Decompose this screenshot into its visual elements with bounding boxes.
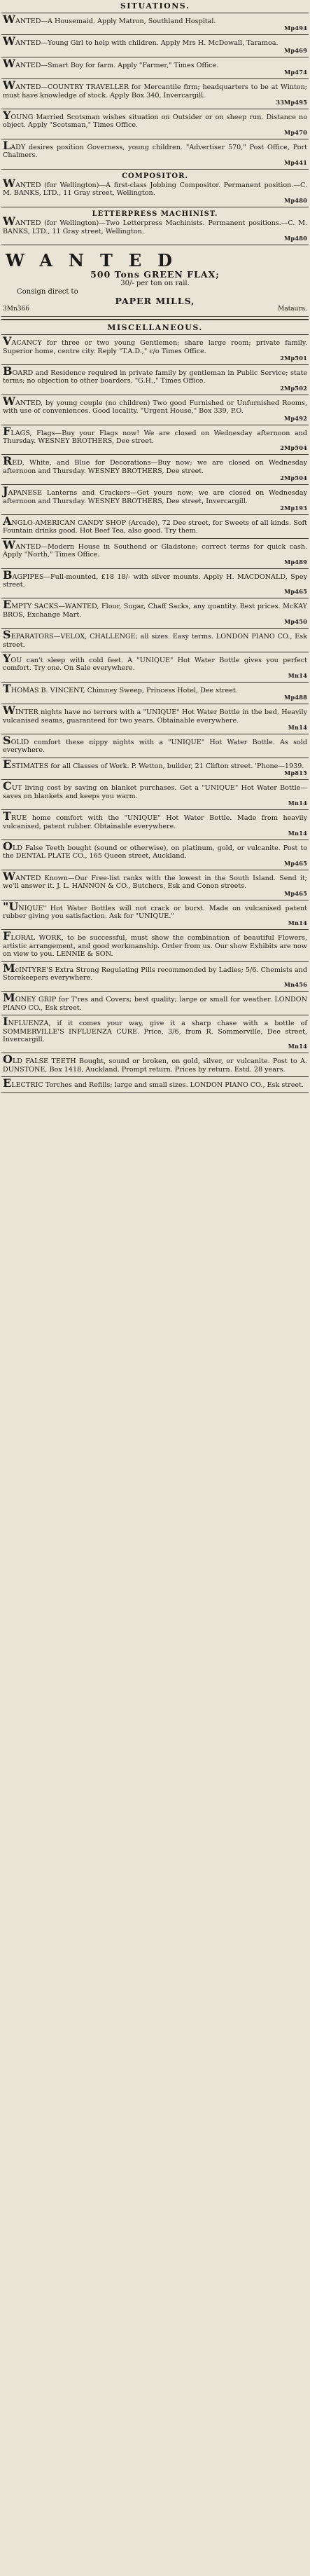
ad-text: WANTED—COUNTRY TRAVELLER for Mercantile firm; headquarters to be at Winton; must have knowledge of stock. Apply Box 340, Invercargill.	[3, 78, 307, 100]
flax-ref-left: 3Mn366	[3, 306, 29, 313]
ad-reference: Mp492	[284, 414, 307, 422]
ad-reference: Mp489	[284, 558, 307, 566]
ad-text: OLD FALSE TEETH Bought, sound or broken, on gold, silver, or vulcanite. Post to A. DUNSTONE, Box 1418, Auckland. Prompt return. Prices by return. Estd. 28 years.	[3, 1053, 307, 1074]
classified-ad	[1, 900, 309, 931]
ad-text: INFLUENZA, if it comes your way, give it a sharp chase with a bottle of SOMMERVILLE'S INFLUENZA CURE. Price, 3/6, from R. Sommerville, Dee street, Invercargill.	[3, 1015, 307, 1043]
ad-text: FLAGS, Flags—Buy your Flags now! We are closed on Wednesday afternoon and Thursday. WESNEY BROTHERS, Dee street.	[3, 424, 307, 445]
ad-text: "UNIQUE" Hot Water Bottles will not crack or burst. Made on vulcanised patent rubber giving you satisfaction. Ask for "UNIQUE."	[3, 899, 307, 920]
miscellaneous-heading: MISCELLANEOUS.	[1, 319, 309, 335]
ad-text: BAGPIPES—Full-mounted, £18 18/- with silver mounts. Apply H. MACDONALD, Spey street.	[3, 568, 307, 589]
ad-text: WANTED—Smart Boy for farm. Apply "Farmer," Times Office.	[3, 56, 219, 70]
ad-text: TRUE home comfort with the "UNIQUE" Hot Water Bottle. Made from heavily vulcanised, patent rubber. Obtainable everywhere.	[3, 809, 307, 830]
ad-text: FLORAL WORK, to be successful, must show the combination of beautiful Flowers, artistic arrangement, and good workmanship. Order from us. Our show Exhibits are now on view to you. LENNIE & SON.	[3, 929, 307, 959]
ad-text: WANTED, by young couple (no children) Two good Furnished or Unfurnished Rooms, with use of conveniences. Good locality. "Urgent House," Box 339, P.O.	[3, 394, 307, 416]
ad-reference: Mp488	[284, 694, 307, 701]
flax-line-3: Consign direct to	[17, 288, 78, 296]
ad-text: WANTED—Modern House in Southend or Gladstone; correct terms for quick cash. Apply "North," Times Office.	[3, 537, 307, 559]
ad-reference: 2Mp504	[280, 474, 307, 482]
ad-reference: 2Mp193	[280, 504, 307, 512]
classified-ad	[1, 652, 309, 683]
ad-text: WANTED (for Wellington)—A first-class Jobbing Compositor. Permanent position.—C. M. BANKS, LTD., 11 Gray street, Wellington.	[3, 177, 307, 198]
flax-ref-right: Mataura.	[278, 306, 307, 313]
ad-text: LADY desires position Governess, young children. "Advertiser 570," Post Office, Port Chalmers.	[3, 138, 307, 160]
classified-ad	[1, 425, 309, 455]
ad-text: WANTED—A Housemaid. Apply Matron, Southland Hospital.	[3, 13, 216, 26]
ad-reference: Mn14	[288, 919, 307, 927]
miscellaneous-ads	[1, 335, 309, 1093]
ad-reference: 33Mp495	[276, 99, 307, 107]
classified-ad	[1, 992, 309, 1015]
classified-ad	[1, 598, 309, 629]
ad-text: ANGLO-AMERICAN CANDY SHOP (Arcade), 72 Dee street, for Sweets of all kinds. Soft Fountain drinks good. Hot Beef Tea, also good. Try them.	[3, 514, 307, 535]
classified-ad	[1, 395, 309, 425]
classified-ad	[1, 704, 309, 734]
ad-reference: Mp815	[284, 769, 307, 777]
situations-ads	[1, 13, 309, 170]
ad-reference: Mp474	[284, 69, 307, 76]
flax-line-2: 30/- per ton on rail.	[120, 279, 190, 287]
classified-ad	[1, 35, 309, 57]
ad-reference: Mn14	[288, 671, 307, 679]
ad-reference: Mp470	[284, 128, 307, 136]
classified-ad	[1, 840, 309, 870]
ad-reference: Mn14	[288, 800, 307, 807]
classified-ad	[1, 79, 309, 109]
ad-reference: Mn14	[288, 1043, 307, 1050]
machinist-ad	[1, 207, 309, 245]
ad-reference: Mp441	[284, 158, 307, 166]
ad-text: WANTED—Young Girl to help with children. Apply Mrs H. McDowall, Taramoa.	[3, 34, 279, 48]
classified-ad	[1, 13, 309, 35]
ad-reference: 2Mp501	[280, 354, 307, 362]
ad-reference: 2Mp502	[280, 384, 307, 392]
ad-reference: Mp465	[284, 588, 307, 596]
ad-text: McINTYRE'S Extra Strong Regulating Pills recommended by Ladies; 5/6. Chemists and Storekeepers everywhere.	[3, 961, 307, 982]
ad-text: ESTIMATES for all Classes of Work. P. Wetton, builder, 21 Clifton street. 'Phone—1939.	[3, 757, 304, 771]
ad-text: WANTED Known—Our Free-list ranks with the lowest in the South Island. Send it; we'll answer it. J. L. HANNON & CO., Butchers, Esk and Conon streets.	[3, 869, 307, 891]
ad-text: RED, White, and Blue for Decorations—Buy now; we are closed on Wednesday afternoon and Thursday. WESNEY BROTHERS, Dee street.	[3, 454, 307, 475]
classified-ad	[1, 1077, 309, 1092]
ad-text: YOU can't sleep with cold feet. A "UNIQUE" Hot Water Bottle gives you perfect comfort. Try one. On Sale everywhere.	[3, 652, 307, 673]
classified-ad	[1, 365, 309, 395]
ad-text: VACANCY for three or two young Gentlemen; share large room; private family. Superior home, centre city. Reply "T.A.D.," c/o Times Office.	[3, 334, 307, 355]
ad-reference: Mp494	[284, 25, 307, 32]
ad-reference: Mn14	[288, 829, 307, 837]
classified-ad	[1, 734, 309, 758]
compositor-heading: COMPOSITOR.	[122, 172, 188, 180]
classified-ad	[1, 870, 309, 900]
ad-text: SEPARATORS—VELOX, CHALLENGE; all sizes. Easy terms. LONDON PIANO CO., Esk street.	[3, 628, 307, 649]
classified-ad	[1, 962, 309, 992]
ad-reference: Mp480	[284, 235, 307, 242]
ad-text: WINTER nights have no terrors with a "UNIQUE" Hot Water Bottle in the bed. Heavily vulcanised seams, guaranteed for two years. Obtainable everywhere.	[3, 704, 307, 725]
flax-footer	[3, 306, 307, 313]
classified-ad	[1, 139, 309, 170]
ad-text: YOUNG Married Scotsman wishes situation on Outsider or on sheep run. Distance no object. Apply "Scotsman," Times Office.	[3, 109, 307, 130]
flax-line-1: 500 Tons GREEN FLAX;	[90, 269, 220, 280]
ad-text: JAPANESE Lanterns and Crackers—Get yours now; we are closed on Wednesday afternoon and Thursday. WESNEY BROTHERS, Dee street, Invercargill.	[3, 484, 307, 505]
ad-text: CUT living cost by saving on blanket purchases. Get a "UNIQUE" Hot Water Bottle—saves on blankets and keeps you warm.	[3, 779, 307, 800]
ad-reference: Mp469	[284, 46, 307, 54]
classified-ad	[1, 455, 309, 485]
ad-reference: Mp480	[284, 196, 307, 204]
classified-ad	[1, 1053, 309, 1077]
ad-reference: Mp465	[284, 889, 307, 897]
classified-ad	[1, 758, 309, 780]
compositor-ad	[1, 170, 309, 207]
ad-reference: Mn14	[288, 724, 307, 732]
ad-text: WANTED (for Wellington)—Two Letterpress Machinists. Permanent positions.—C. M. BANKS, LTD., 11 Gray street, Wellington.	[3, 214, 307, 235]
situations-heading: SITUATIONS.	[1, 0, 309, 13]
ad-text: EMPTY SACKS—WANTED, Flour, Sugar, Chaff Sacks, any quantity. Best prices. McKAY BROS, Exchange Mart.	[3, 598, 307, 619]
ad-reference: 2Mp504	[280, 444, 307, 452]
classified-ad	[1, 569, 309, 599]
classified-ad	[1, 485, 309, 515]
classified-ad	[1, 539, 309, 569]
ad-text: THOMAS B. VINCENT, Chimney Sweep, Princess Hotel, Dee street.	[3, 681, 238, 695]
ad-text: BOARD and Residence required in private family by gentleman in Public Service; state terms; no objection to other boarders. "G.H.," Times Office.	[3, 364, 307, 385]
ad-text: OLD False Teeth bought (sound or otherwise), on platinum, gold, or vulcanite. Post to the DENTAL PLATE CO., 165 Queen street, Auckland.	[3, 839, 307, 861]
classified-ad	[1, 629, 309, 652]
ad-reference: Mp465	[284, 859, 307, 867]
ad-reference: Mp450	[284, 618, 307, 626]
classified-ad	[1, 930, 309, 961]
classified-ad	[1, 109, 309, 139]
classified-ad	[1, 515, 309, 539]
flax-ad	[1, 245, 309, 317]
flax-headline: WANTED	[6, 250, 188, 271]
classified-ad	[1, 1015, 309, 1053]
ad-reference: Mn456	[283, 981, 307, 989]
classified-ad	[1, 57, 309, 79]
classified-ad	[1, 810, 309, 840]
machinist-heading: LETTERPRESS MACHINIST.	[92, 210, 218, 218]
classified-ad	[1, 335, 309, 365]
flax-line-4: PAPER MILLS,	[115, 295, 195, 306]
classified-page	[0, 0, 310, 1093]
ad-text: MONEY GRIP for T'res and Covers; best quality; large or small for weather. LONDON PIANO CO., Esk street.	[3, 991, 307, 1012]
classified-ad	[1, 780, 309, 810]
ad-text: ELECTRIC Torches and Refills; large and small sizes. LONDON PIANO CO., Esk street.	[3, 1076, 304, 1090]
ad-text: SOLID comfort these nippy nights with a "UNIQUE" Hot Water Bottle. As sold everywhere.	[3, 734, 307, 755]
classified-ad	[1, 683, 309, 704]
